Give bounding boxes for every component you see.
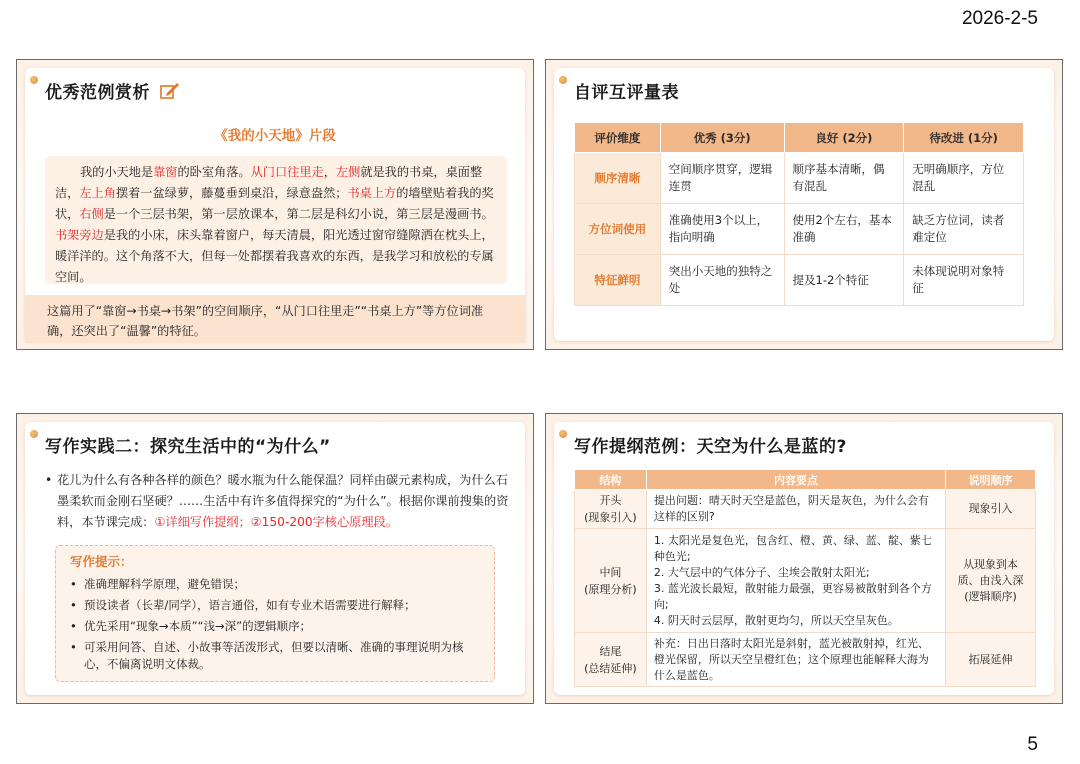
column-header: 结构	[575, 470, 647, 490]
slide-thumbnail-rubric[interactable]	[545, 59, 1063, 350]
tips-title: 写作提示：	[70, 554, 133, 569]
order-cell: 拓展延伸	[946, 633, 1036, 687]
row-label: 顺序清晰	[575, 153, 661, 204]
task-outline: ①详细写作提纲	[154, 515, 239, 529]
row-label: 中间 (原理分析)	[575, 529, 647, 633]
bullet-dot-icon	[559, 76, 567, 84]
highlighted-location-word: 靠窗	[153, 165, 178, 179]
passage-title: 《我的小天地》片段	[214, 128, 336, 144]
table-cell	[646, 633, 945, 687]
table-cell: 顺序基本清晰，偶有混乱	[784, 153, 904, 204]
content-line: 补充：日出日落时太阳光是斜射，蓝光被散射掉，红光、橙光保留，所以天空呈橙红色；这个原理也能解释大海为什么是蓝色。	[653, 636, 929, 682]
list-item: • 可采用问答、自述、小故事等活泼形式，但要以清晰、准确的事理说明为核心，不偏离说明文体裁。	[70, 639, 480, 673]
column-header: 说明顺序	[946, 470, 1036, 490]
row-label: 结尾 (总结延伸)	[575, 633, 647, 687]
slide-title: 优秀范例赏析	[45, 83, 150, 103]
content-line: 2. 大气层中的气体分子、尘埃会散射太阳光;	[653, 565, 870, 579]
list-item: • 预设读者（长辈/同学），语言通俗，如有专业术语需要进行解释；	[70, 597, 480, 614]
highlighted-location-word: 左上角	[79, 186, 116, 200]
highlighted-location-word: 右侧	[79, 207, 104, 221]
pen-edit-icon	[160, 81, 180, 99]
row-label: 方位词使用	[575, 204, 661, 255]
highlighted-location-word: 左侧	[335, 165, 361, 179]
slide-title: 写作实践二：探究生活中的“为什么”	[45, 437, 331, 457]
column-header: 评价维度	[575, 123, 661, 153]
task-end: 。	[385, 515, 398, 529]
list-item: • 优先采用“现象→本质”“浅→深”的逻辑顺序；	[70, 618, 480, 635]
table-cell: 空间顺序贯穿，逻辑连贯	[660, 153, 784, 204]
content-line: 提出问题：晴天时天空是蓝色，阴天是灰色，为什么会有这样的区别?	[653, 494, 929, 523]
order-cell: 从现象到本质、由浅入深 (逻辑顺序)	[946, 529, 1036, 633]
table-row	[575, 490, 1036, 529]
passage-text: 的卧室角落。	[177, 165, 251, 179]
bullet-dot-icon	[30, 76, 38, 84]
intro-body	[45, 470, 515, 533]
intro-text: 花儿为什么有各种各样的颜色？暖水瓶为什么能保温？同样由碳元素构成，为什么石墨柔软而金刚石坚硬？……生活中有许多值得探究的“为什么”。根据你课前搜集的资料，本节课完成：	[57, 473, 509, 529]
content-line: 1. 太阳光是复色光，包含红、橙、黄、绿、蓝、靛、紫七种色光;	[653, 533, 932, 563]
slide-thumbnail-outline-example[interactable]	[545, 413, 1063, 704]
table-cell	[646, 529, 945, 633]
table-row	[575, 204, 1024, 255]
task-paragraph: ②150-200字核心原理段	[250, 515, 386, 529]
passage-text: 是一个三层书架，第一层放课本，第二层是科幻小说，第三层是漫画书。	[103, 207, 494, 221]
table-row	[575, 153, 1024, 204]
table-row	[575, 255, 1024, 306]
outline-table	[574, 469, 1036, 687]
row-label: 开头 (现象引入)	[575, 490, 647, 529]
table-cell: 使用2个左右，基本准确	[784, 204, 904, 255]
slide-title: 写作提纲范例：天空为什么是蓝的?	[574, 437, 847, 457]
rubric-table	[574, 122, 1024, 306]
table-cell: 准确使用3个以上，指向明确	[660, 204, 784, 255]
passage-text: 就是我的书桌，桌面整洁，	[55, 165, 483, 200]
highlighted-location-word: 书桌上方	[347, 186, 397, 200]
bullet-dot-icon	[30, 430, 38, 438]
tips-list	[70, 576, 480, 673]
page-date: 2026-2-5	[961, 8, 1038, 29]
column-header: 待改进 (1分)	[904, 123, 1024, 153]
slide-thumbnail-example-appreciation[interactable]	[16, 59, 534, 350]
column-header: 内容要点	[646, 470, 945, 490]
writing-tips-box	[55, 545, 495, 682]
table-row	[575, 529, 1036, 633]
passage-text: 是我的小床，床头靠着窗户，每天清晨，阳光透过窗帘缝隙洒在枕头上，暖洋洋的。这个角落不大，但每一处都摆着我喜欢的东西，是我学习和放松的专属空间。	[55, 228, 494, 284]
content-line: 4. 阴天时云层厚，散射更均匀，所以天空呈灰色。	[653, 613, 899, 627]
table-cell: 缺乏方位词，读者难定位	[904, 204, 1024, 255]
table-cell: 突出小天地的独特之处	[660, 255, 784, 306]
table-cell: 提及1-2个特征	[784, 255, 904, 306]
practice-intro	[45, 470, 515, 533]
passage-text: 我的小天地是	[80, 165, 154, 179]
passage-comment: 这篇用了“靠窗→书桌→书架”的空间顺序，“从门口往里走”“书桌上方”等方位词准确，还突出了“温馨”的特征。	[25, 295, 525, 343]
task-separator: ；	[238, 515, 251, 529]
row-label: 特征鲜明	[575, 255, 661, 306]
page-number: 5	[1027, 734, 1038, 755]
highlighted-location-word: 从门口往里走	[250, 165, 324, 179]
passage-text: ，	[323, 165, 336, 179]
table-cell: 未体现说明对象特征	[904, 255, 1024, 306]
table-cell: 无明确顺序，方位混乱	[904, 153, 1024, 204]
column-header: 优秀 (3分)	[660, 123, 784, 153]
passage-text: 摆着一盆绿萝，藤蔓垂到桌沿，绿意盎然；	[115, 186, 348, 200]
column-header: 良好 (2分)	[784, 123, 904, 153]
table-cell	[646, 490, 945, 529]
slide-title: 自评互评量表	[574, 83, 679, 103]
passage-text: 的墙壁贴着我的奖状，	[55, 186, 494, 221]
bullet-marker: •	[45, 473, 53, 487]
bullet-dot-icon	[559, 430, 567, 438]
content-line: 3. 蓝光波长最短，散射能力最强，更容易被散射到各个方向;	[653, 581, 932, 611]
list-item: • 准确理解科学原理，避免错误；	[70, 576, 480, 593]
highlighted-location-word: 书架旁边	[55, 228, 104, 242]
example-passage	[45, 156, 507, 284]
order-cell: 现象引入	[946, 490, 1036, 529]
table-row	[575, 633, 1036, 687]
slide-thumbnail-writing-practice[interactable]	[16, 413, 534, 704]
